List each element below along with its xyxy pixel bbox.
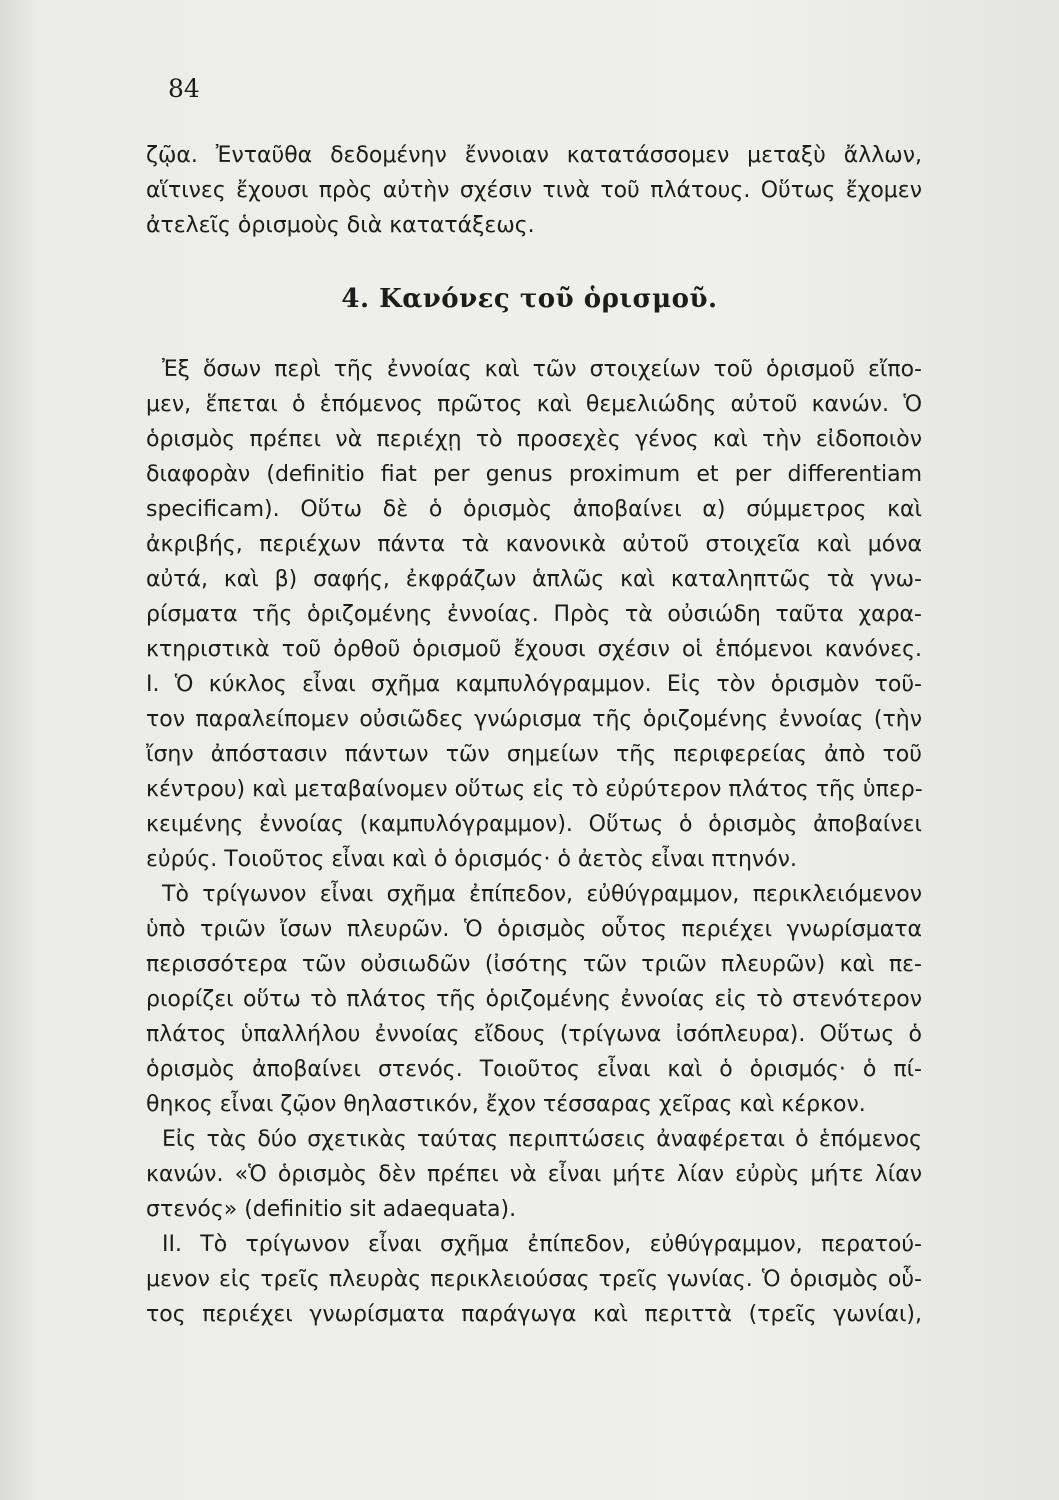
text-line: τος περιέχει γνωρίσματα παράγωγα καὶ περιττὰ (τρεῖς γωνίαι),	[146, 1302, 922, 1327]
text-line: ἴσην ἀπόστασιν πάντων τῶν σημείων τῆς περιφερείας ἀπὸ τοῦ	[146, 742, 922, 767]
text-line: II. Τὸ τρίγωνον εἶναι σχῆμα ἐπίπεδον, εὐθύγραμμον, περατού-	[162, 1232, 922, 1257]
text-line: μενον εἰς τρεῖς πλευρὰς περικλειούσας τρεῖς γωνίας. Ὁ ὁρισμὸς οὗ-	[146, 1267, 922, 1292]
text-line: Ἐξ ὅσων περὶ τῆς ἐννοίας καὶ τῶν στοιχείων τοῦ ὁρισμοῦ εἴπο-	[162, 357, 922, 382]
text-line: μεν, ἕπεται ὁ ἑπόμενος πρῶτος καὶ θεμελιώδης αὐτοῦ κανών. Ὁ	[146, 392, 922, 417]
text-line: εὐρύς. Τοιοῦτος εἶναι καὶ ὁ ὁρισμός· ὁ ἀετὸς εἶναι πτηνόν.	[146, 847, 797, 872]
text-line: περισσότερα τῶν οὐσιωδῶν (ἰσότης τῶν τριῶν πλευρῶν) καὶ πε-	[146, 952, 922, 977]
text-line: κειμένης ἐννοίας (καμπυλόγραμμον). Οὕτως ὁ ὁρισμὸς ἀποβαίνει	[146, 812, 922, 837]
text-line: Εἰς τὰς δύο σχετικὰς ταύτας περιπτώσεις ἀναφέρεται ὁ ἑπόμενος	[162, 1127, 922, 1152]
text-line: ὁρισμὸς πρέπει νὰ περιέχῃ τὸ προσεχὲς γένος καὶ τὴν εἰδοποιὸν	[146, 427, 922, 452]
text-line: κέντρου) καὶ μεταβαίνομεν οὕτως εἰς τὸ εὐρύτερον πλάτος τῆς ὑπερ-	[146, 777, 923, 802]
text-line: κανών. «Ὁ ὁρισμὸς δὲν πρέπει νὰ εἶναι μήτε λίαν εὐρὺς μήτε λίαν	[146, 1162, 922, 1187]
text-line: ὁρισμὸς ἀποβαίνει στενός. Τοιοῦτος εἶναι καὶ ὁ ὁρισμός· ὁ πί-	[146, 1057, 922, 1082]
text-line: ζῷα. Ἐνταῦθα δεδομένην ἔννοιαν κατατάσσομεν μεταξὺ ἄλλων,	[146, 143, 922, 168]
text-line: πλάτος ὑπαλλήλου ἐννοίας εἴδους (τρίγωνα ἰσόπλευρα). Οὕτως ὁ	[146, 1022, 922, 1047]
text-line: specificam). Οὕτω δὲ ὁ ὁρισμὸς ἀποβαίνει α) σύμμετρος καὶ	[146, 497, 922, 522]
text-line: θηκος εἶναι ζῷον θηλαστικόν, ἔχον τέσσαρας χεῖρας καὶ κέρκον.	[146, 1092, 866, 1117]
text-line: στενός» (definitio sit adaequata).	[146, 1197, 517, 1222]
page-number: 84	[168, 74, 200, 103]
text-line: ὑπὸ τριῶν ἴσων πλευρῶν. Ὁ ὁρισμὸς οὗτος περιέχει γνωρίσματα	[146, 917, 922, 942]
text-line: διαφορὰν (definitio fiat per genus proximum et per differentiam	[146, 462, 922, 487]
text-line: ρίσματα τῆς ὁριζομένης ἐννοίας. Πρὸς τὰ οὐσιώδη ταῦτα χαρα-	[146, 602, 922, 627]
intro-paragraph	[146, 138, 922, 243]
text-line: ἀκριβής, περιέχων πάντα τὰ κανονικὰ αὐτοῦ στοιχεῖα καὶ μόνα	[146, 532, 922, 557]
text-line: κτηριστικὰ τοῦ ὀρθοῦ ὁρισμοῦ ἔχουσι σχέσιν οἱ ἑπόμενοι κανόνες.	[146, 637, 922, 662]
text-line: τον παραλείπομεν οὐσιῶδες γνώρισμα τῆς ὁριζομένης ἐννοίας (τὴν	[146, 707, 922, 732]
text-line: ριορίζει οὕτω τὸ πλάτος τῆς ὁριζομένης ἐννοίας εἰς τὸ στενότερον	[146, 987, 922, 1012]
main-text	[146, 352, 922, 1332]
section-heading: 4. Κανόνες τοῦ ὁρισμοῦ.	[341, 284, 718, 314]
text-line: Τὸ τρίγωνον εἶναι σχῆμα ἐπίπεδον, εὐθύγραμμον, περικλειόμενον	[162, 882, 922, 907]
text-line: αἵτινες ἔχουσι πρὸς αὐτὴν σχέσιν τινὰ τοῦ πλάτους. Οὕτως ἔχομεν	[146, 178, 922, 203]
text-line: αὐτά, καὶ β) σαφής, ἐκφράζων ἁπλῶς καὶ καταληπτῶς τὰ γνω-	[146, 567, 922, 592]
text-line: ἀτελεῖς ὁρισμοὺς διὰ κατατάξεως.	[146, 213, 535, 238]
text-line: I. Ὁ κύκλος εἶναι σχῆμα καμπυλόγραμμον. Εἰς τὸν ὁρισμὸν τοῦ-	[146, 672, 922, 697]
